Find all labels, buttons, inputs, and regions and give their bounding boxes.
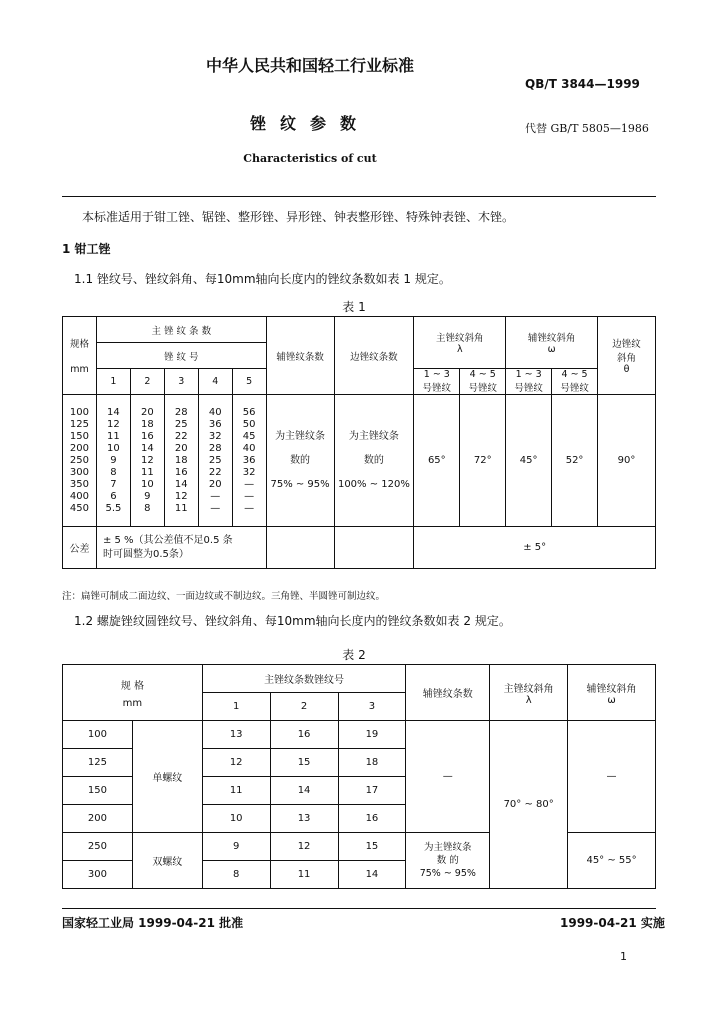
t2-cut-no-2: 2 — [270, 693, 338, 721]
t2-size: 100 — [63, 721, 133, 749]
t1-cut-no-3: 3 — [164, 369, 198, 395]
t2-single-aux-angle: — — [568, 721, 656, 833]
t1-cut-3-values: 28 25 22 20 18 16 14 12 11 — [164, 395, 198, 527]
t2-value: 15 — [338, 833, 406, 861]
t1-tolerance-angle: ± 5° — [414, 527, 656, 569]
implementation-date: 1999-04-21 实施 — [560, 916, 665, 930]
t2-main-header: 主锉纹条数锉纹号 — [202, 665, 406, 693]
t1-cut-no-1: 1 — [96, 369, 130, 395]
t2-size: 200 — [63, 805, 133, 833]
header-divider — [62, 196, 656, 197]
footer-divider — [62, 908, 656, 909]
clause-1-1: 1.1 锉纹号、锉纹斜角、每10mm轴向长度内的锉纹条数如表 1 规定。 — [74, 272, 451, 286]
t2-aux-count-header: 辅锉纹条数 — [406, 665, 490, 721]
t2-value: 15 — [270, 749, 338, 777]
t2-double-aux-angle: 45° ~ 55° — [568, 833, 656, 889]
table-1 — [62, 316, 656, 569]
t2-value: 9 — [202, 833, 270, 861]
t1-cut-2-values: 20 18 16 14 12 11 10 9 8 — [130, 395, 164, 527]
table-1-caption: 表 1 — [342, 300, 366, 314]
t2-value: 12 — [202, 749, 270, 777]
t2-size: 125 — [63, 749, 133, 777]
standard-code: QB/T 3844—1999 — [525, 77, 640, 91]
t2-size: 250 — [63, 833, 133, 861]
t2-value: 12 — [270, 833, 338, 861]
t2-value: 11 — [202, 777, 270, 805]
t2-main-angle: 70° ~ 80° — [490, 721, 568, 889]
clause-1-2: 1.2 螺旋锉纹圆锉纹号、锉纹斜角、每10mm轴向长度内的锉纹条数如表 2 规定。 — [74, 614, 511, 628]
t1-tolerance-label: 公差 — [63, 527, 97, 569]
scope-paragraph: 本标准适用于钳工锉、锯锉、整形锉、异形锉、钟表整形锉、特殊钟表锉、木锉。 — [82, 210, 515, 224]
t2-value: 13 — [270, 805, 338, 833]
t1-aux-angle-group-1-3: 1 ~ 3 号锉纹 — [506, 369, 552, 395]
t2-cut-no-3: 3 — [338, 693, 406, 721]
t1-tolerance-aux-empty — [266, 527, 334, 569]
document-title: 锉纹参数 — [249, 114, 370, 133]
t1-cut-no-5: 5 — [232, 369, 266, 395]
t1-cut-1-values: 14 12 11 10 9 8 7 6 5.5 — [96, 395, 130, 527]
table-1-note: 注：扁锉可制成二面边纹、一面边纹或不制边纹。三角锉、半圆锉可制边纹。 — [62, 591, 386, 602]
t2-value: 16 — [270, 721, 338, 749]
t1-aux-angle-group-4-5: 4 ~ 5 号锉纹 — [552, 369, 598, 395]
t1-aux-count-rule: 为主锉纹条 数的 75% ~ 95% — [266, 395, 334, 527]
t1-main-angle-header: 主锉纹斜角 λ — [414, 317, 506, 369]
t2-spec-header: 规 格 mm — [63, 665, 203, 721]
t2-value: 11 — [270, 861, 338, 889]
t2-double-aux-count: 为主锉纹条 数 的 75% ~ 95% — [406, 833, 490, 889]
t1-edge-count-rule: 为主锉纹条 数的 100% ~ 120% — [334, 395, 414, 527]
t1-edge-angle: 90° — [598, 395, 656, 527]
standard-title: 中华人民共和国轻工行业标准 — [205, 56, 414, 75]
t2-value: 17 — [338, 777, 406, 805]
t1-main-count-header: 主 锉 纹 条 数 — [96, 317, 266, 343]
t1-cut-4-values: 40 36 32 28 25 22 20 — — — [198, 395, 232, 527]
t1-main-angle-group-4-5: 4 ~ 5 号锉纹 — [460, 369, 506, 395]
table-2 — [62, 664, 656, 889]
t1-main-angle-group-1-3: 1 ~ 3 号锉纹 — [414, 369, 460, 395]
t1-edge-count-header: 边锉纹条数 — [334, 317, 414, 395]
approval-line: 国家轻工业局 1999-04-21 批准 — [62, 916, 244, 930]
t2-size: 300 — [63, 861, 133, 889]
t1-aux-angle-header: 辅锉纹斜角 ω — [506, 317, 598, 369]
t2-double-label: 双螺纹 — [132, 833, 202, 889]
t2-main-angle-header: 主锉纹斜角 λ — [490, 665, 568, 721]
t1-tolerance-edge-empty — [334, 527, 414, 569]
t2-value: 14 — [338, 861, 406, 889]
t1-cut-no-2: 2 — [130, 369, 164, 395]
section-1-heading: 1 钳工锉 — [62, 242, 111, 256]
t2-value: 19 — [338, 721, 406, 749]
t1-main-angle-4-5: 72° — [460, 395, 506, 527]
t2-value: 13 — [202, 721, 270, 749]
t1-tolerance-count: ± 5 %（其公差值不足0.5 条 时可圆整为0.5条） — [96, 527, 266, 569]
t1-edge-angle-header: 边锉纹 斜角 θ — [598, 317, 656, 395]
t2-cut-no-1: 1 — [202, 693, 270, 721]
t1-cut-5-values: 56 50 45 40 36 32 — — — — [232, 395, 266, 527]
t2-single-aux-count: — — [406, 721, 490, 833]
t1-main-angle-1-3: 65° — [414, 395, 460, 527]
t1-spec-header: 规格 mm — [63, 317, 97, 395]
t2-value: 8 — [202, 861, 270, 889]
t1-cut-no-4: 4 — [198, 369, 232, 395]
t2-size: 150 — [63, 777, 133, 805]
t2-value: 14 — [270, 777, 338, 805]
t1-aux-angle-4-5: 52° — [552, 395, 598, 527]
t1-cut-number-header: 锉 纹 号 — [96, 343, 266, 369]
t1-sizes-column: 100 125 150 200 250 300 350 400 450 — [63, 395, 97, 527]
page-number: 1 — [620, 950, 627, 963]
t1-aux-count-header: 辅锉纹条数 — [266, 317, 334, 395]
table-2-caption: 表 2 — [342, 648, 366, 662]
t2-single-label: 单螺纹 — [132, 721, 202, 833]
t2-value: 10 — [202, 805, 270, 833]
document-subtitle: Characteristics of cut — [243, 152, 377, 165]
t2-aux-angle-header: 辅锉纹斜角 ω — [568, 665, 656, 721]
replaces-note: 代替 GB/T 5805—1986 — [525, 122, 649, 135]
t2-value: 18 — [338, 749, 406, 777]
t1-aux-angle-1-3: 45° — [506, 395, 552, 527]
t2-value: 16 — [338, 805, 406, 833]
